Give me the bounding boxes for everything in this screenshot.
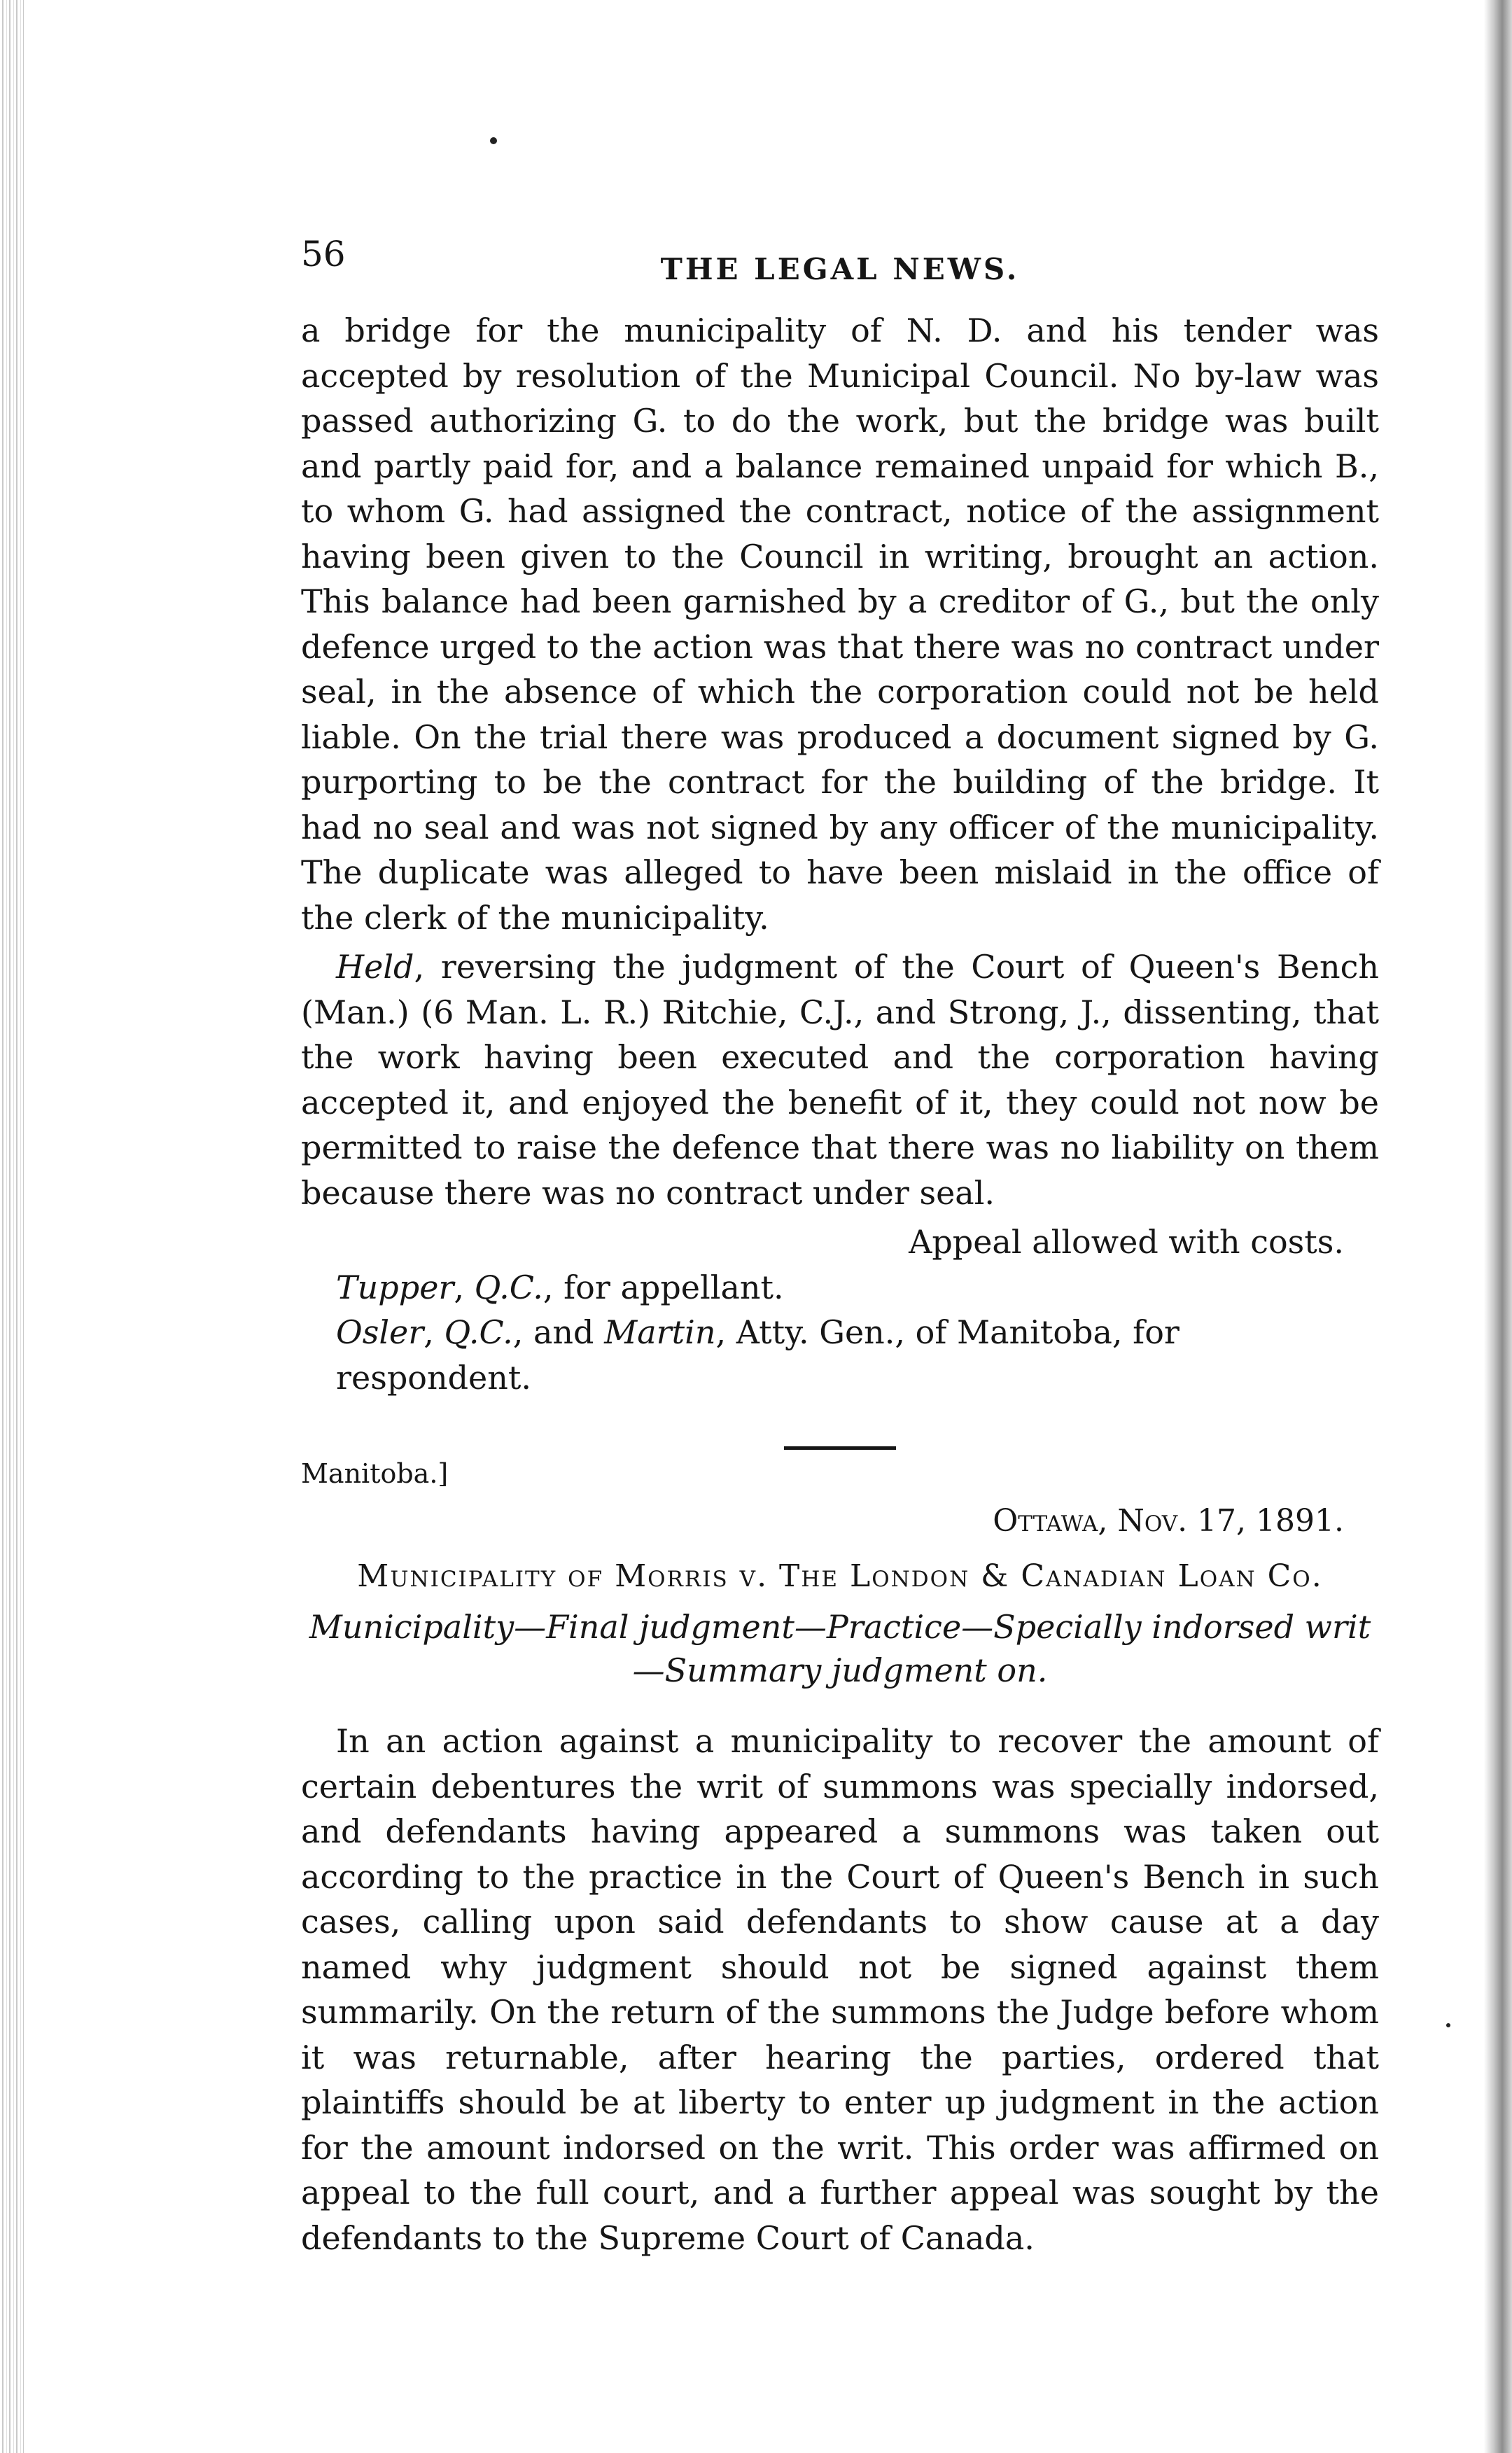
counsel-role: , for appellant.	[542, 1268, 784, 1306]
counsel-role: , Atty. Gen., of Manitoba, for respondent.	[336, 1313, 1180, 1397]
counsel-appellant: Tupper, Q.C., for appellant.	[336, 1268, 784, 1306]
held-paragraph	[301, 944, 1379, 1215]
case-result: Appeal allowed with costs.	[909, 1223, 1344, 1261]
counsel-name: Tupper	[336, 1268, 454, 1306]
held-label: Held	[336, 948, 414, 986]
scan-left-edge	[0, 0, 24, 2453]
dateline: Ottawa, Nov. 17, 1891.	[993, 1503, 1344, 1539]
scan-speck	[1446, 2023, 1450, 2027]
section-divider	[784, 1446, 896, 1450]
scan-speck	[490, 137, 497, 144]
court-label: Manitoba.]	[301, 1458, 449, 1489]
counsel-name: Martin	[604, 1313, 716, 1351]
running-title: THE LEGAL NEWS.	[660, 252, 1020, 286]
catchwords-line: —Summary judgment on.	[632, 1651, 1048, 1689]
held-text: , reversing the judgment of the Court of Queen's Bench (Man.) (6 Man. L. R.) Ritchie, C.J., and Strong, J., dissenting, that the work having been executed and the corporation having accepted it, and enjoyed the benefit of it, they could not now be permitted to raise the defence that there was no liability on them because there was no contract under seal.	[301, 948, 1379, 1212]
document-page	[301, 224, 1379, 2260]
page-number: 56	[301, 234, 346, 274]
counsel-name: Osler	[336, 1313, 424, 1351]
catchwords	[301, 1605, 1379, 1692]
scan-right-edge	[1484, 0, 1512, 2453]
case-body-paragraph: In an action against a municipality to recover the amount of certain debentures the writ of summons was specially indorsed, and defendants having appeared a summons was taken out according to the practice in the Court of Queen's Bench in such cases, calling upon said defendants to show cause at a day named why judgment should not be signed against them summarily. On the return of the summons the Judge before whom it was returnable, after hearing the parties, ordered that plaintiffs should be at liberty to enter up judgment in the action for the amount indorsed on the writ. This order was affirmed on appeal to the full court, and a further appeal was sought by the defendants to the Supreme Court of Canada.	[301, 1722, 1379, 2257]
counsel-qc: Q.C.	[444, 1313, 513, 1351]
catchwords-line: Municipality—Final judgment—Practice—Specially indorsed writ	[309, 1608, 1371, 1646]
counsel-qc: Q.C.	[474, 1268, 543, 1306]
case-facts-paragraph: a bridge for the municipality of N. D. and his tender was accepted by resolution of the Municipal Council. No by-law was passed authorizing G. to do the work, but the bridge was built and partly paid for, and a balance remained unpaid for which B., to whom G. had assigned the contract, notice of the assignment having been given to the Council in writing, brought an action. This balance had been garnished by a creditor of G., but the only defence urged to the action was that there was no contract under seal, in the absence of which the corporation could not be held liable. On the trial there was produced a document signed by G. purporting to be the contract for the building of the bridge. It had no seal and was not signed by any officer of the municipality. The duplicate was alleged to have been mislaid in the office of the clerk of the municipality.	[301, 312, 1379, 937]
counsel-and: , and	[512, 1313, 605, 1351]
counsel-respondent: Osler, Q.C., and Martin, Atty. Gen., of Manitoba, for respondent.	[336, 1313, 1180, 1397]
case-title: Municipality of Morris v. The London & Canadian Loan Co.	[357, 1558, 1323, 1594]
page-header	[301, 224, 1379, 308]
